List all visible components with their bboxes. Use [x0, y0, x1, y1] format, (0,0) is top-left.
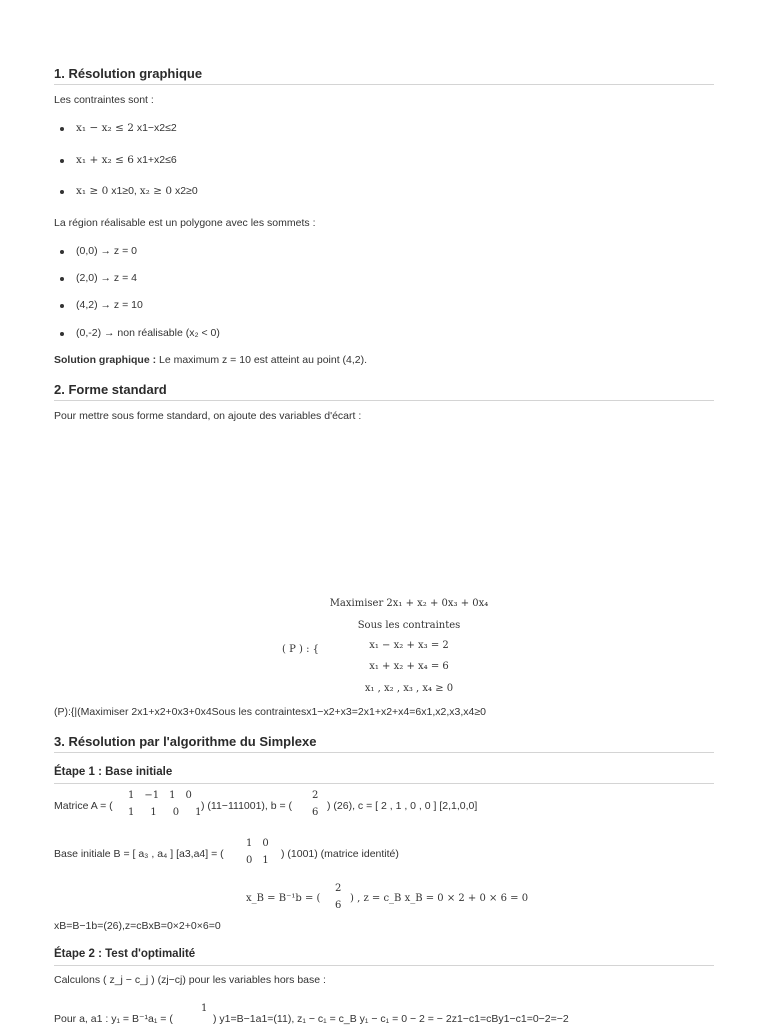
divider: [54, 965, 714, 966]
divider: [54, 783, 714, 784]
math-line: ) y1=B−1a1=(11), z₁ − c₁ = c_B y₁ − c₁ = 0 − 2 = − 2z1−c1=cBy1−c1=0−2=−2: [213, 1013, 569, 1025]
math-expression: x₁ + x₂ ≤ 6: [76, 154, 134, 166]
system-line: x₁ , x₂ , x₃ , x₄ ≥ 0: [364, 683, 454, 694]
matrix-cell: 2: [335, 883, 342, 894]
matrix-cell: 1: [262, 855, 269, 866]
xb-formula-right: ) , z = c_B x_B = 0 × 2 + 0 × 6 = 0: [350, 893, 529, 904]
vertex-text: (2,0) → z = 4: [76, 272, 137, 284]
system-line: x₁ − x₂ + x₃ = 2: [369, 640, 449, 651]
solution-text: Le maximum z = 10 est atteint au point (4,2).: [156, 354, 368, 366]
vector-y1: [201, 1003, 207, 1014]
solution-label: Solution graphique :: [54, 354, 157, 366]
system-label: ( P ) : {: [282, 644, 319, 655]
section-title: 3. Résolution par l'algorithme du Simplexe: [54, 734, 317, 749]
list-item: [60, 327, 220, 339]
matrix-cell: 0: [172, 807, 180, 818]
divider: [54, 84, 714, 85]
step-title: Étape 1 : Base initiale: [54, 766, 173, 778]
matrix-cell: 1: [128, 790, 135, 801]
paragraph: Pour mettre sous forme standard, on ajoute des variables d'écart :: [54, 410, 362, 422]
system-line: Maximiser 2x₁ + x₂ + 0x₃ + 0x₄: [329, 598, 489, 609]
paragraph: Les contraintes sont :: [54, 94, 154, 106]
matrix-cell: 1: [128, 807, 135, 818]
paragraph: La région réalisable est un polygone avec les sommets :: [54, 217, 316, 229]
math-plain: xB=B−1b=(26),z=cBxB=0×2+0×6=0: [54, 920, 221, 932]
math-plain: ) (1001) (matrice identité): [281, 848, 399, 860]
math-plain: ) (26), c = [ 2 , 1 , 0 , 0 ] [2,1,0,0]: [327, 800, 478, 812]
list-item: [60, 299, 143, 311]
math-expression: x₂ ≥ 0: [139, 185, 173, 197]
vertex-text: (0,-2) → non réalisable (x₂ < 0): [76, 327, 220, 339]
math-plain: [201, 800, 292, 812]
matrix-cell: 1: [195, 807, 202, 818]
paragraph: Calculons ( z_j − c_j ) (zj−cj) pour les variables hors base :: [54, 974, 326, 986]
math-plain: x1≥0,: [111, 185, 137, 197]
list-item: [60, 154, 177, 166]
math-plain: x1+x2≤6: [136, 154, 177, 166]
matrix-cell: 6: [312, 807, 319, 818]
matrix-cell: −1: [144, 790, 160, 801]
matrix-cell: 6: [335, 900, 342, 911]
list-item: [60, 272, 137, 284]
matrix-plain: ) (11−111001), b = (: [201, 800, 293, 812]
identity-matrix: [246, 838, 269, 866]
list-item: [60, 245, 137, 257]
matrix-cell: 1: [246, 838, 253, 849]
matrix-cell: 0: [185, 790, 192, 801]
matrix-cell: 1: [201, 1003, 208, 1014]
vertex-text: (0,0) → z = 0: [76, 245, 137, 257]
math-plain: x1−x2≤2: [136, 122, 177, 134]
vector-b: [312, 790, 318, 818]
matrix-label: Matrice A = (: [54, 800, 113, 812]
xb-formula-left: x_B = B⁻¹b = (: [246, 893, 321, 904]
matrix-cell: 2: [312, 790, 319, 801]
divider: [54, 752, 714, 753]
matrix-cell: 1: [150, 807, 157, 818]
vertex-text: (4,2) → z = 10: [76, 299, 143, 311]
math-plain: x2≥0: [174, 185, 198, 197]
formula-left: Pour a, a1 : y₁ = B⁻¹a₁ = (: [54, 1013, 173, 1025]
matrix-A: [128, 790, 202, 818]
base-label: Base initiale B = [ a₃ , a₄ ] [a3,a4] = (: [54, 848, 224, 860]
vector-xb: [335, 883, 341, 911]
list-item: [60, 185, 198, 197]
section-title: 1. Résolution graphique: [54, 66, 203, 81]
math-line: [54, 1013, 173, 1025]
math-expression: x₁ − x₂ ≤ 2: [76, 122, 134, 134]
matrix-cell: 1: [169, 790, 176, 801]
math-plain: (P):{|(Maximiser 2x1+x2+0x3+0x4Sous les contraintesx1−x2+x3=2x1+x2+x4=6x1,x2,x3,x4≥0: [54, 706, 486, 718]
list-item: [60, 122, 177, 134]
solution-paragraph: [54, 354, 367, 366]
matrix-cell: 0: [262, 838, 269, 849]
matrix-cell: 0: [246, 855, 253, 866]
section-title: 2. Forme standard: [54, 382, 167, 397]
system-line: Sous les contraintes: [357, 620, 461, 631]
system-line: x₁ + x₂ + x₄ = 6: [369, 661, 449, 672]
step-title: Étape 2 : Test d'optimalité: [54, 948, 196, 960]
divider: [54, 400, 714, 401]
math-expression: x₁ ≥ 0: [76, 185, 109, 197]
